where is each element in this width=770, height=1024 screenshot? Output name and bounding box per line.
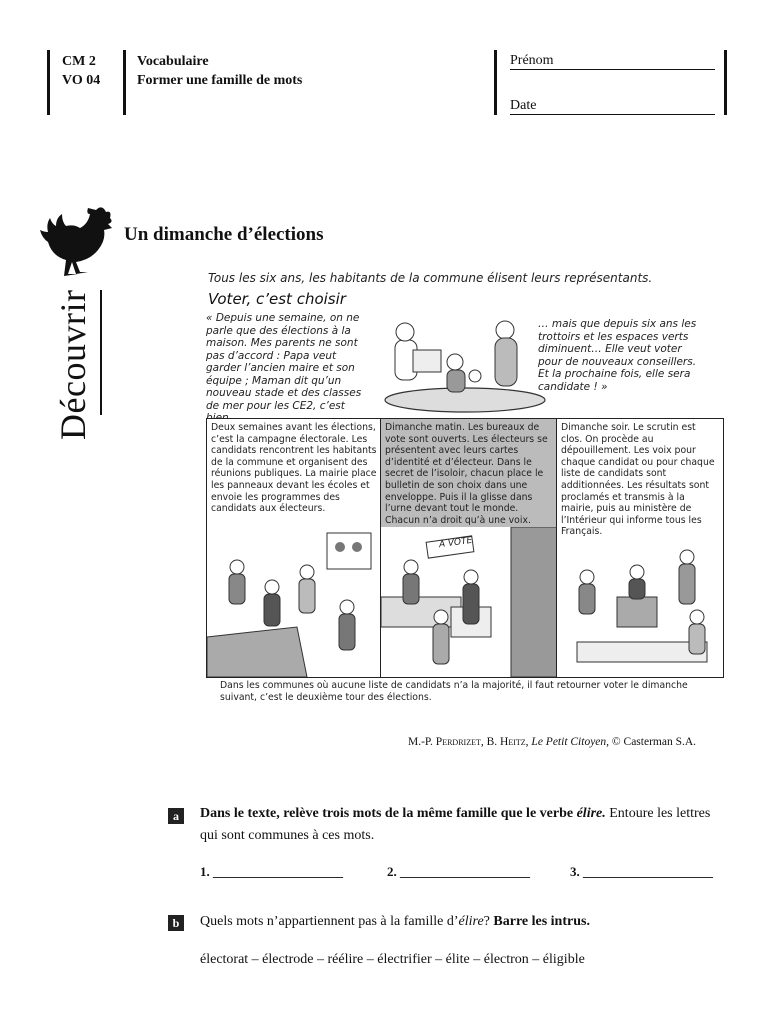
header-left-bar [47,50,50,115]
side-rule [100,290,102,415]
lesson-title: Former une famille de mots [137,73,303,88]
panel-vote-caption: Dimanche matin. Les bureaux de vote sont ouverts. Les électeurs se présentent avec leurs cartes d’identité et d’électeur. Dans le secret de l’isoloir, chacun place le bulletin de son choix dans une enveloppe. Puis il la glisse dans l’urne devant tout le monde. Chacun n’a droit qu’à une voix. [381,419,557,529]
exercise-a-normal: Entoure les lettres qui sont communes à ces mots. [200,806,711,843]
firstname-field[interactable] [510,69,715,70]
fields-right-bar [724,50,727,115]
exercise-a-bold: Dans le texte, relève trois mots de la même famille que le verbe [200,806,574,821]
date-label: Date [510,98,537,113]
vote-illustration [381,527,557,677]
side-label: Découvrir [53,289,93,440]
exercise-b-instruction: Barre les intrus. [493,914,590,929]
section-title: Un dimanche d’élections [124,224,324,245]
code-line-1: CM 2 [62,54,96,69]
comic-intro: Tous les six ans, les habitants de la commune élisent leurs représentants. [208,271,653,285]
exercise-a-marker: a [168,808,184,824]
panel-campaign-caption: Deux semaines avant les élections, c’est la campagne électorale. Les candidats rencontrent les habitants de la commune et organisent des réunions publiques. La mairie place les panneaux devant les écoles et envoie les programmes des candidats aux électeurs. [211,422,377,515]
answer-1[interactable]: 1. ____________________ [200,864,343,879]
comic-footer: Dans les communes où aucune liste de candidats n’a la majorité, il faut retourner voter le dimanche suivant, c’est le deuxième tour des élections. [220,680,688,703]
comic-panel-campaign [206,418,382,678]
comic-headline: Voter, c’est choisir [208,290,346,308]
exercise-a-verb: élire. [576,806,606,821]
exercise-b-question-part: Quels mots n’appartiennent pas à la famille d’ [200,914,459,929]
credit-book: Le Petit Citoyen, [531,736,610,748]
exercise-a-instruction [200,803,730,847]
credit-authors: M.-P. Perdrizet, B. Heitz, [408,736,529,748]
date-field[interactable] [510,114,715,115]
vote-sign: A VOTE [438,535,473,551]
fields-left-bar [494,50,497,115]
header-middle-bar [123,50,126,115]
code-line-2: VO 04 [62,73,101,88]
header-code [62,52,100,90]
exercise-b-word: élire [458,914,484,929]
rooster-icon [38,204,118,286]
exercise-b-question-end: ? [483,914,490,929]
family-scene-illustration [365,310,560,418]
answer-3[interactable]: 3. ____________________ [570,864,713,879]
count-illustration [557,527,723,677]
firstname-label: Prénom [510,53,554,68]
answer-2[interactable]: 2. ____________________ [387,864,530,879]
exercise-b-question [200,911,590,933]
speech-left: « Depuis une semaine, on ne parle que des élections à la maison. Mes parents ne sont pas d’accord : Papa veut garder l’ancien maire et son équipe ; Maman dit qu’un nouveau stade et des classes de mer pour les CE2, c’est [206,312,362,412]
comic-panel-count [556,418,724,678]
exercise-b-word-list[interactable]: électorat – électrode – réélire – électrifier – élite – électron – éligible [200,952,585,967]
campaign-illustration [207,527,381,677]
source-credit [408,736,696,748]
credit-publisher: © Casterman S.A. [611,736,697,748]
subject-label: Vocabulaire [137,54,209,69]
exercise-b-marker: b [168,915,184,931]
speech-right: … mais que depuis six ans les trottoirs et les espaces verts diminuent… Elle veut voter pour de nouveaux conseillers. Et la prochaine fois, elle sera candidate ! » [538,318,697,393]
header-lesson [137,52,302,90]
panel-count-caption: Dimanche soir. Le scrutin est clos. On procède au dépouillement. Les voix pour chaque candidat ou pour chaque liste de candidats sont additionnées. Les résultats sont proclamés et transmis à la mairie, puis au ministère de l’Intérieur qui informe tous les Français. [561,422,715,538]
comic-panel-vote [380,418,558,678]
